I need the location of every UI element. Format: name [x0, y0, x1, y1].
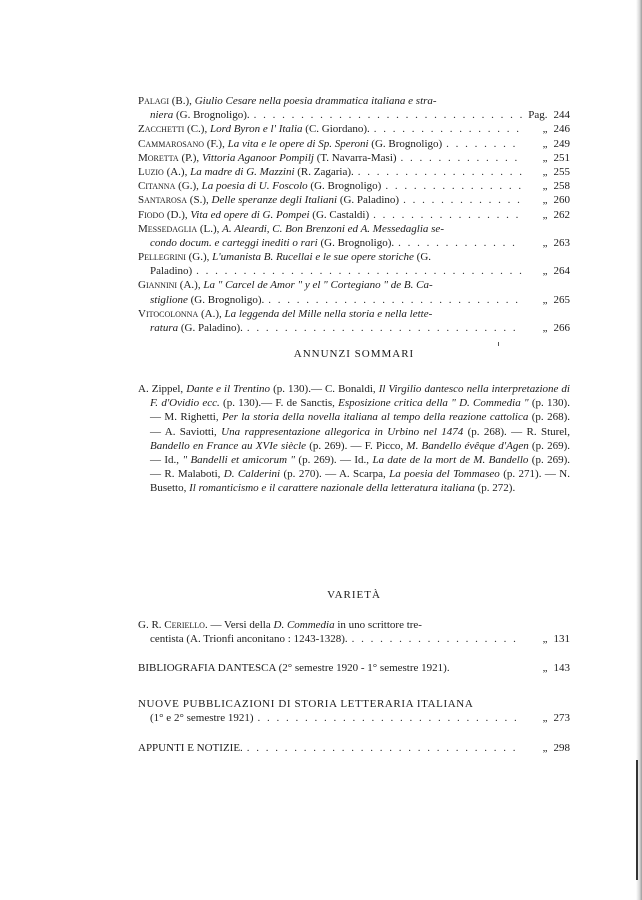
annunzi-title: Il Virgilio dantesco nella interpretazione di F. d'Ovidio ecc.: [150, 383, 570, 410]
page-ditto: „: [542, 293, 548, 306]
page-ditto: „: [542, 208, 548, 221]
entry-author: Moretta: [138, 151, 179, 164]
entry-reviewer: (G. Brognoligo).: [173, 109, 250, 122]
entry-title: Vittoria Aganoor Pompilj: [201, 151, 314, 164]
varieta-tail: in uno scrittore tre-: [334, 619, 422, 631]
page-number: 255: [553, 165, 570, 178]
appunti-entry: [138, 741, 570, 755]
annunzi-title: D. Calderini: [223, 468, 281, 481]
annunzi-text: [138, 382, 570, 496]
page-ditto: „: [542, 165, 548, 178]
entry-author: Giannini: [138, 279, 178, 292]
varieta-author: G. R. Ceriello.: [138, 619, 208, 631]
annunzi-title: " Bandelli et amicorum ": [182, 454, 296, 467]
entry-reviewer: (G. Paladino).: [178, 322, 243, 334]
annunzi-ref: (p. 268). — A. Saviotti,: [150, 411, 570, 438]
varieta-text: — Versi della: [207, 619, 274, 631]
entry-reviewer: (C. Giordano).: [302, 123, 370, 136]
entry-initials: (S.),: [187, 194, 212, 207]
bibliografia-text: BIBLIOGRAFIA DANTESCA (2° semestre 1920 - 1° semestre 1921).: [138, 662, 450, 674]
nuove-line1: NUOVE PUBBLICAZIONI DI STORIA LETTERARIA ITALIANA: [138, 698, 474, 710]
table-of-contents: [138, 94, 570, 335]
entry-initials: (G.),: [185, 251, 213, 264]
bibliografia-entry: [138, 661, 570, 675]
entry-reviewer: Paladino): [150, 265, 193, 278]
entry-initials: (C.),: [184, 123, 210, 136]
entry-title: ratura: [150, 322, 179, 334]
entry-initials: (L.),: [197, 222, 223, 235]
entry-title: La " Carcel de Amor " y el " Cortegiano " de B. Ca-: [203, 279, 433, 292]
annunzi-title: La poesia del Tommaseo: [389, 468, 500, 481]
page-ditto: „: [542, 123, 548, 136]
page-ditto: „: [542, 633, 548, 646]
toc-entry: [138, 165, 570, 179]
entry-title: La madre di G. Mazzini: [190, 165, 295, 178]
page-number: 266: [553, 322, 570, 334]
page-number: 260: [553, 194, 570, 207]
annunzi-title: Dante e il Trentino: [186, 383, 271, 395]
entry-author: Fiodo: [138, 208, 165, 221]
page-number: 251: [553, 151, 570, 164]
toc-entry: [138, 250, 570, 278]
entry-reviewer: (T. Navarra-Masi): [313, 151, 397, 164]
entry-author: Citanna: [138, 180, 176, 193]
annunzi-title: Esposizione critica della " D. Commedia ": [338, 397, 529, 410]
page-edge-mark: [636, 760, 638, 880]
entry-title: condo docum. e carteggi inediti o rari: [150, 236, 318, 249]
varieta-entry: [138, 618, 570, 646]
entry-initials: (P.),: [178, 151, 202, 164]
toc-entry: [138, 193, 570, 207]
page-ditto: „: [542, 236, 548, 249]
toc-entry: [138, 122, 570, 136]
toc-entry: [138, 137, 570, 151]
entry-initials: (G.),: [175, 180, 202, 193]
toc-entry: [138, 278, 570, 306]
annunzi-title: Bandello en France au XVIe siècle: [150, 439, 307, 452]
toc-entry: [138, 151, 570, 165]
page-number: 244: [553, 109, 570, 122]
annunzi-ref: (p. 269). — F. Picco,: [306, 439, 407, 452]
entry-title: Giulio Cesare nella poesia drammatica italiana e stra-: [194, 95, 437, 107]
page-number: 258: [553, 180, 570, 193]
entry-title: L'umanista B. Rucellai e le sue opere storiche: [212, 251, 414, 264]
page-number: 143: [553, 662, 570, 674]
entry-title: La vita e le opere di Sp. Speroni: [227, 137, 369, 150]
toc-entry: [138, 208, 570, 222]
annunzi-ref: (p. 270). — A. Scarpa,: [280, 468, 390, 481]
entry-author: Messedaglia: [138, 222, 198, 235]
entry-reviewer: (G. Brognoligo): [368, 137, 443, 150]
annunzi-ref: (p. 268). — R. Sturel,: [463, 425, 570, 438]
page-ditto: „: [542, 322, 548, 334]
entry-author: Santarosa: [138, 194, 188, 207]
varieta-line2: centista (A. Trionfi anconitano : 1243-1328).: [150, 633, 348, 646]
entry-initials: (A.),: [163, 165, 191, 178]
entry-initials: (A.),: [198, 307, 225, 320]
entry-author: Pellegrini: [138, 251, 186, 264]
entry-title: niera: [150, 109, 174, 122]
page-ditto: „: [542, 742, 548, 754]
entry-author: Luzio: [138, 165, 164, 178]
annunzi-ref: (p. 269). — Id.,: [295, 454, 373, 467]
nuove-entry: [138, 697, 570, 725]
entry-author: Palagi: [138, 95, 170, 107]
page-number: 262: [553, 208, 570, 221]
entry-reviewer: (G. Brognoligo).: [187, 293, 265, 306]
toc-entry: [138, 94, 570, 122]
page-number: 273: [553, 712, 570, 725]
page-number: 265: [553, 293, 570, 306]
annunzi-ref: (p. 130).— C. Bonaldi,: [270, 383, 379, 395]
entry-title: Delle speranze degli Italiani: [211, 194, 338, 207]
entry-reviewer: (G. Castaldi): [309, 208, 370, 221]
entry-reviewer: (G. Paladino): [337, 194, 400, 207]
scan-mark: [498, 342, 499, 346]
page-number: 264: [553, 265, 570, 278]
annunzi-title: Il romanticismo e il carattere nazionale della letteratura italiana: [189, 482, 475, 495]
page-ditto: „: [542, 712, 548, 725]
annunzi-paragraph: [138, 382, 570, 496]
entry-author: Cammarosano: [138, 137, 205, 150]
annunzi-ref: (p. 269). — Id.,: [150, 439, 570, 467]
page-ditto: „: [542, 137, 548, 150]
entry-initials: (A.),: [177, 279, 204, 292]
entry-title: La poesia di U. Foscolo: [201, 180, 308, 193]
entry-title: Vita ed opere di G. Pompei: [190, 208, 310, 221]
entry-initials: (D.),: [164, 208, 191, 221]
entry-author: Zacchetti: [138, 123, 185, 136]
varieta-heading: VARIETÀ: [327, 589, 381, 601]
page-ditto: Pag.: [528, 109, 548, 122]
entry-title: A. Aleardi, C. Bon Brenzoni ed A. Messedaglia se-: [222, 222, 444, 235]
toc-entry: [138, 222, 570, 250]
annunzi-ref: (p. 272).: [474, 482, 516, 495]
page-number: 249: [553, 137, 570, 150]
annunzi-ref: (p. 130).— F. de Sanctis,: [219, 397, 339, 410]
entry-title: Lord Byron e l' Italia: [209, 123, 303, 136]
page-ditto: „: [542, 662, 548, 674]
entry-author: Vitocolonna: [138, 307, 199, 320]
page-ditto: „: [542, 194, 548, 207]
annunzi-ref: (p. 130). — M. Righetti,: [150, 397, 570, 424]
annunzi-title: Una rappresentazione allegorica in Urbino nel 1474: [221, 425, 464, 438]
page-number: 131: [553, 633, 570, 646]
page-ditto: „: [542, 151, 548, 164]
entry-reviewer: (G. Brognoligo).: [317, 236, 395, 249]
annunzi-ref: (p. 269). — R. Malaboti,: [150, 454, 570, 481]
appunti-text: APPUNTI E NOTIZIE.: [138, 742, 243, 754]
page-ditto: „: [542, 180, 548, 193]
page-number: 263: [553, 236, 570, 249]
varieta-title: D. Commedia: [273, 619, 335, 631]
entry-reviewer: (G.: [413, 251, 432, 264]
entry-title: La leggenda del Mille nella storia e nella lette-: [224, 307, 433, 320]
page-ditto: „: [542, 265, 548, 278]
annunzi-title: M. Bandello évêque d'Agen: [406, 439, 529, 452]
toc-entry: [138, 307, 570, 335]
toc-entry: [138, 179, 570, 193]
annunzi-title: La date de la mort de M. Bandello: [372, 454, 529, 467]
page-number: 246: [553, 123, 570, 136]
page-number: 298: [553, 742, 570, 754]
annunzi-ref: A. Zippel,: [138, 383, 187, 395]
annunzi-title: Per la storia della novella italiana al tempo della reazione cattolica: [222, 411, 529, 424]
nuove-line2: (1° e 2° semestre 1921): [150, 712, 254, 725]
entry-initials: (F.),: [204, 137, 228, 150]
annunzi-heading: ANNUNZI SOMMARI: [293, 348, 415, 360]
entry-reviewer: (R. Zagaria).: [294, 165, 354, 178]
entry-initials: (B.),: [169, 95, 195, 107]
entry-title: stiglione: [150, 293, 188, 306]
annunzi-ref: (p. 271). — N. Busetto,: [150, 468, 570, 495]
entry-reviewer: (G. Brognoligo): [307, 180, 382, 193]
